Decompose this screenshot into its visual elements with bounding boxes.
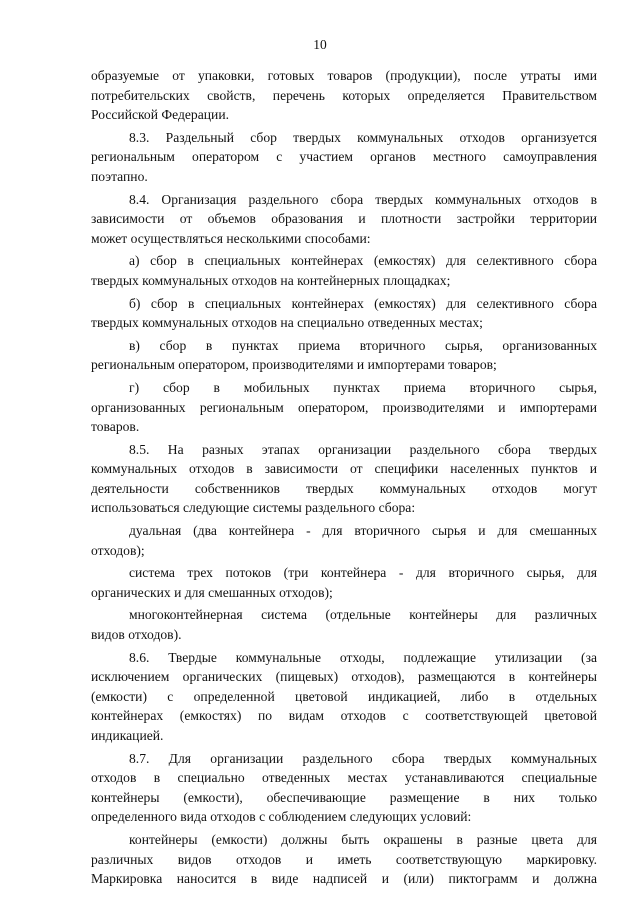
text-line: 8.6. Твердые коммунальные отходы, подлежащие утилизации (за: [129, 649, 597, 665]
text-line: поэтапно.: [91, 168, 148, 184]
text-line: отходов);: [91, 542, 145, 558]
text-line: б) сбор в специальных контейнерах (емкостях) для селективного сбора: [129, 295, 597, 311]
text-line: а) сбор в специальных контейнерах (емкостях) для селективного сбора: [129, 253, 597, 269]
text-line: контейнеры (емкости) должны быть окрашены в разные цвета для: [129, 831, 597, 847]
text-line: контейнеры (емкости), обеспечивающие размещение в них только: [91, 789, 597, 805]
text-line: 8.7. Для организации раздельного сбора твердых коммунальных: [129, 750, 597, 766]
text-line: деятельности собственников твердых коммунальных отходов могут: [91, 480, 597, 496]
document-body: [91, 66, 597, 889]
text-line: 8.3. Раздельный сбор твердых коммунальных отходов организуется: [129, 129, 597, 145]
text-line: организованных региональным оператором, производителями и импортерами: [91, 399, 597, 415]
text-line: Маркировка наносится в виде надписей и (или) пиктограмм и должна: [91, 871, 597, 887]
text-line: система трех потоков (три контейнера - для вторичного сырья, для: [129, 565, 597, 581]
page-number: 10: [313, 37, 327, 52]
text-line: органических и для смешанных отходов);: [91, 584, 333, 600]
text-line: исключением органических (пищевых) отходов), размещаются в контейнеры: [91, 669, 597, 685]
text-line: различных видов отходов и иметь соответствующую маркировку.: [91, 851, 597, 867]
text-line: образуемые от упаковки, готовых товаров (продукции), после утраты ими: [91, 68, 597, 83]
text-line: дуальная (два контейнера - для вторичного сырья и для смешанных: [129, 523, 597, 539]
text-line: товаров.: [91, 419, 140, 435]
text-line: отходов в специально отведенных местах устанавливаются специальные: [91, 770, 597, 786]
text-line: контейнерах (емкостях) по видам отходов с соответствующей цветовой: [91, 708, 597, 724]
text-line: 8.4. Организация раздельного сбора твердых коммунальных отходов в: [129, 191, 597, 207]
text-line: коммунальных отходов в зависимости от специфики населенных пунктов и: [91, 461, 597, 477]
text-line: многоконтейнерная система (отдельные контейнеры для различных: [129, 607, 597, 623]
text-line: индикацией.: [91, 728, 164, 743]
text-line: твердых коммунальных отходов на контейнерных площадках;: [91, 272, 451, 288]
text-line: 8.5. На разных этапах организации раздельного сбора твердых: [129, 441, 597, 457]
text-line: твердых коммунальных отходов на специально отведенных местах;: [91, 315, 483, 331]
text-line: г) сбор в мобильных пунктах приема вторичного сырья,: [129, 379, 597, 395]
text-line: региональным оператором с участием органов местного самоуправления: [91, 149, 597, 165]
text-line: может осуществляться несколькими способами:: [91, 230, 371, 246]
text-line: определенного вида отходов с соблюдением следующих условий:: [91, 809, 472, 825]
text-line: (емкости) с определенной цветовой индикацией, либо в отдельных: [91, 688, 597, 704]
text-line: региональным оператором, производителями и импортерами товаров;: [91, 357, 497, 373]
text-line: Российской Федерации.: [91, 107, 229, 123]
text-line: в) сбор в пунктах приема вторичного сырья, организованных: [129, 337, 597, 353]
text-line: потребительских свойств, перечень которых определяется Правительством: [91, 87, 597, 103]
text-line: зависимости от объемов образования и плотности застройки территории: [91, 211, 597, 227]
text-line: использоваться следующие системы раздельного сбора:: [91, 500, 416, 516]
text-line: видов отходов).: [91, 627, 182, 643]
